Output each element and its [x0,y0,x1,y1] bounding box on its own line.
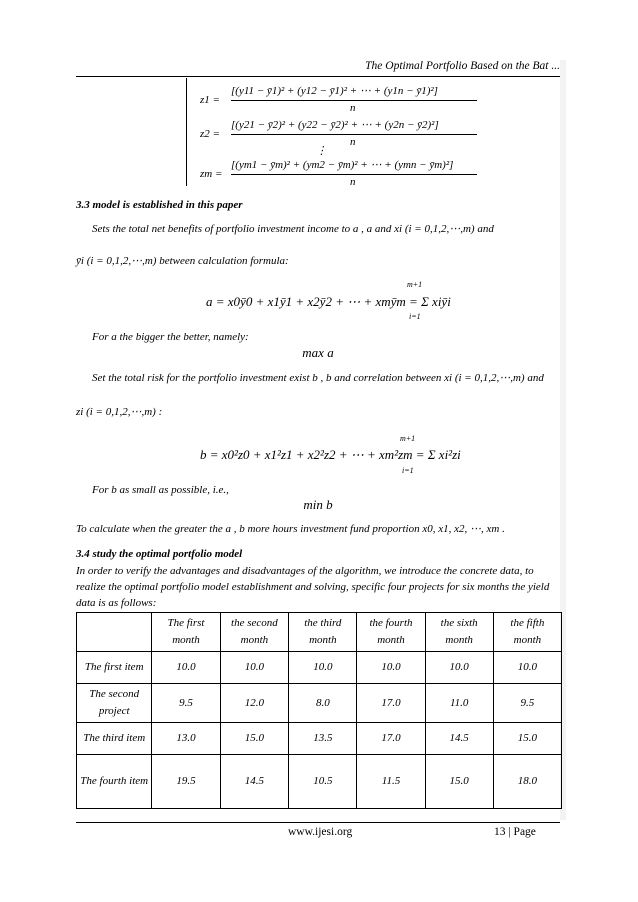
table-cell: 13.5 [289,723,357,755]
table-cell: 10.0 [152,652,220,684]
z1-numerator: [(y11 − ȳ1)² + (y12 − ȳ1)² + ⋯ + (y1n − ȳ1)²] [231,85,438,97]
table-cell: 9.5 [493,684,561,723]
table-cell: 10.0 [425,652,493,684]
table-cell: 10.0 [493,652,561,684]
table-row-label: The first item [77,652,152,684]
zm-denominator: n [350,176,356,188]
table-cell: 19.5 [152,755,220,809]
running-header: The Optimal Portfolio Based on the Bat ... [365,60,560,72]
vertical-ellipsis: ⋮ [316,145,327,157]
table-cell: 11.0 [425,684,493,723]
table-header-cell [77,613,152,652]
zm-fraction-bar [231,174,477,175]
z2-numerator: [(y21 − ȳ2)² + (y22 − ȳ2)² + ⋯ + (y2n − ȳ2)²] [231,119,439,131]
z1-lhs: z1 = [200,94,220,106]
table-header-cell: the sixth month [425,613,493,652]
table-cell: 14.5 [425,723,493,755]
z2-fraction-bar [231,134,477,135]
header-rule [76,76,560,77]
table-cell: 10.5 [289,755,357,809]
table-cell: 14.5 [220,755,289,809]
table-row-label: The third item [77,723,152,755]
left-brace [186,78,197,186]
paragraph-line: For a the bigger the better, namely: [92,331,249,343]
table-header-row [77,613,562,652]
section-paragraph: In order to verify the advantages and disadvantages of the algorithm, we introduce the concrete data, to realize the optimal portfolio model establishment and solving, specific four projects for six months the yield data is as follows: [76,565,550,609]
objective-min: min b [303,497,333,512]
table-header-cell: the fifth month [493,613,561,652]
z2-denominator: n [350,136,356,148]
section-heading-3-4: 3.4 study the optimal portfolio model [76,548,243,560]
table-row-label: The second project [77,684,152,723]
table-cell: 17.0 [357,723,425,755]
table-header-cell: the fourth month [357,613,425,652]
paragraph-line: Set the total risk for the portfolio investment exist b , b and correlation between xi (i = 0,1,2,⋯,m) and [92,372,544,384]
sum-lower-limit: i=1 [402,466,414,475]
table-cell: 13.0 [152,723,220,755]
paragraph-line: ȳi (i = 0,1,2,⋯,m) between calculation formula: [76,255,289,267]
table-row [77,755,562,809]
sum-lower-limit: i=1 [409,312,421,321]
table-header-cell: the third month [289,613,357,652]
table-cell: 11.5 [357,755,425,809]
table-cell: 12.0 [220,684,289,723]
sum-upper-limit: m+1 [400,434,416,443]
z1-fraction-bar [231,100,477,101]
table-cell: 10.0 [357,652,425,684]
table-cell: 17.0 [357,684,425,723]
formula-b: b = x0²z0 + x1²z1 + x2²z2 + ⋯ + xm²zm = Σ xi²zi [200,447,461,462]
table-header-cell: the second month [220,613,289,652]
table-cell: 15.0 [220,723,289,755]
table-row [77,723,562,755]
table-cell: 10.0 [220,652,289,684]
table-row [77,652,562,684]
paragraph-line: zi (i = 0,1,2,⋯,m) : [76,406,163,418]
paragraph-line: Sets the total net benefits of portfolio investment income to a , a and xi (i = 0,1,2,⋯,m) and [92,223,494,235]
paragraph-line: For b as small as possible, i.e., [92,484,229,496]
footer-rule [76,822,560,823]
table-cell: 8.0 [289,684,357,723]
table-cell: 15.0 [493,723,561,755]
z2-lhs: z2 = [200,128,220,140]
table-header-cell: The first month [152,613,220,652]
table-cell: 9.5 [152,684,220,723]
sum-upper-limit: m+1 [407,280,423,289]
footer-page-number: 13 | Page [494,826,536,838]
z1-denominator: n [350,102,356,114]
table-cell: 10.0 [289,652,357,684]
equation-system [186,78,476,188]
footer-site: www.ijesi.org [288,826,353,838]
objective-max: max a [302,345,334,360]
formula-a: a = x0ȳ0 + x1ȳ1 + x2ȳ2 + ⋯ + xmȳm = Σ xiȳi [206,294,451,309]
zm-numerator: [(ym1 − ȳm)² + (ym2 − ȳm)² + ⋯ + (ymn − ȳm)²] [231,159,454,171]
table-cell: 15.0 [425,755,493,809]
yield-table [76,612,562,809]
table-row-label: The fourth item [77,755,152,809]
zm-lhs: zm = [200,168,223,180]
table-cell: 18.0 [493,755,561,809]
paragraph-line: To calculate when the greater the a , b more hours investment fund proportion x0, x1, x2, ⋯, xm . [76,523,505,535]
table-row [77,684,562,723]
section-heading-3-3: 3.3 model is established in this paper [76,199,243,211]
